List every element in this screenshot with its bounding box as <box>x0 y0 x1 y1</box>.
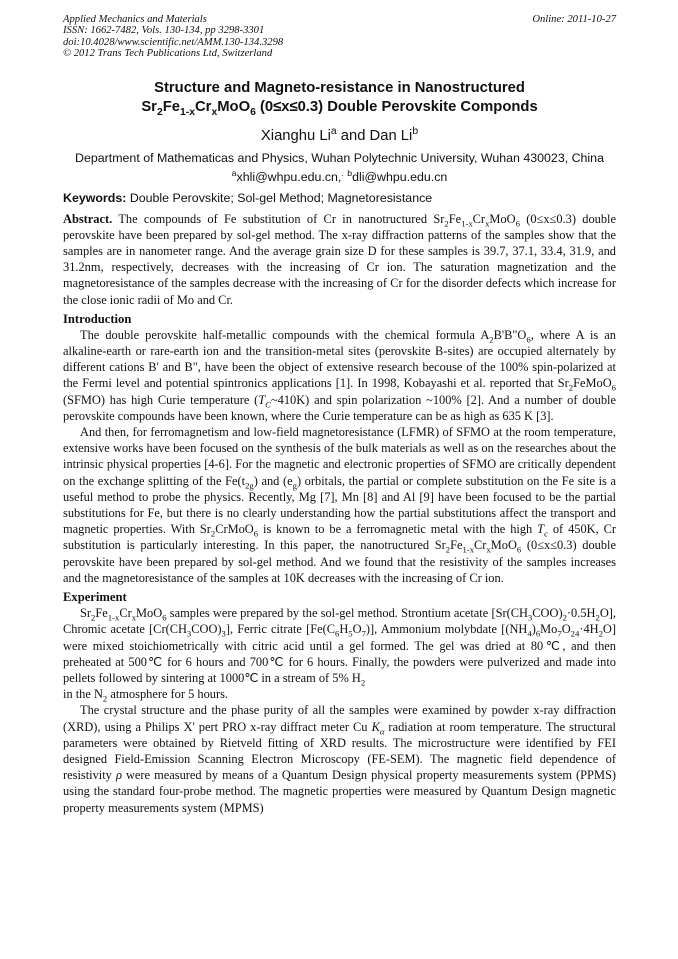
keywords-text: Double Perovskite; Sol-gel Method; Magnetoresistance <box>129 190 433 205</box>
keywords-label: Keywords: <box>63 190 127 205</box>
abstract-label: Abstract. <box>63 211 113 226</box>
experiment-paragraph-2: The crystal structure and the phase purity of all the samples were examined by powder x-ray diffraction (XRD), using a Philips X' pert PRO x-ray diffract meter Cu $K_\alpha$ radiation at room temperature. The structural parameters were obtained by Rietveld fitting of XRD results. The microstructure were identified by FEI designed Field-Emission Scanning Electron Microscopy (FE-SEM). The magnetic field dependence of resistivity ρ were measured by means of a Quantum Design physical property measurements system (PPMS) using the standard four-probe method. The magnetic properties were measured by Quantum Design magnetic property measurements system (MPMS) <box>63 703 616 815</box>
abstract-text: The compounds of Fe substitution of Cr in nanotructured $Sr_2Fe_{1-x}Cr_xMoO_6$ (0≤x≤0.3) double perovskite have been prepared by sol-gel method. The x-ray diffraction patterns of the samples show that the samples are in nanometer range. And the average grain size D for these samples is 39.7, 37.1, 33.4, 31.9, and 31.2nm, respectively, decreases with the increasing of Cr ion. The saturation magnetization and the magnetoresistance of the samples decrease with the increasing of Cr for the disorder defects which increase for the close ionic radii of Mo and Cr. <box>63 211 616 307</box>
paper-title <box>63 79 616 117</box>
journal-header <box>63 14 616 60</box>
section-heading-experiment: Experiment <box>63 590 127 605</box>
keywords <box>63 190 616 206</box>
section-heading-introduction: Introduction <box>63 311 132 326</box>
issn-line: ISSN: 1662-7482, Vols. 130-134, pp 3298-3301 <box>63 25 265 37</box>
intro-paragraph-1: The double perovskite half-metallic compounds with the chemical formula $A_2B'B"O_6$, where A is an alkaline-earth or rare-earth ion and the transition-metal sites (perovskite B-sites) are occupied alternately by different cations B' and B", have been the object of extensive research becouse of the 100% spin-polarized at the Fermi level and potential spintronics applications [1]. In 1998, Kobayashi et al. reported that $Sr_2FeMoO_6$ (SFMO) has high Curie temperature $(T_C\sim 410K)$ and spin polarization ~100% [2]. And a number of double perovskite compounds have been known, where the Curie temperature can be as high as 635 K [3]. <box>63 327 616 423</box>
intro-paragraph-2: And then, for ferromagnetism and low-field magnetoresistance (LFMR) of SFMO at the room temperature, extensive works have been focused on the synthesis of the bulk materials as well as on the researches about the intrinsic physical properties [4-6]. For the magnetic and electronic properties of SFMO are critically dependent on the exchange splitting of the $Fe(t_{2g})$ and $(e_g)$ orbitals, the partial or complete substitution on the Fe site is a useful method to probe the physics. Recently, Mg [7], Mn [8] and Al [9] have been focused to be the partial substitutions for Fe, but there is no clearly understanding how the partial substitutions affect the transport and magnetic properties. With $Sr_2CrMoO_6$ is known to be a ferromagnetic metal with the high $T_c$ of 450K, Cr substitution is particularly interesting. In this paper, the nanotructured $Sr_2Fe_{1-x}Cr_xMoO_6$ (0≤x≤0.3) double perovskite have been prepared by sol-gel method. And we found that the resistivity of the samples increases and the magnetoresistance of the samples at 10K decreases with the increasing of Cr ion. <box>63 425 617 585</box>
journal-name: Applied Mechanics and Materials <box>63 14 207 25</box>
experiment-paragraph-1: $Sr_2Fe_{1-x}Cr_xMoO_6$ samples were prepared by the sol-gel method. Strontium acetate $[Sr(CH_3COO)_2\cdot 0.5H_2O]$, Chromic acetate $[Cr(CH_3COO)_3]$, Ferric citrate $[Fe(C_6H_5O_7)]$, Ammonium molybdate $[(NH_4)_6Mo_7O_{24}\cdot 4H_2O]$ were mixed stoichiometrically with citric acid until a gel formed. The gel was dried at 80℃, and then preheated at 500℃ for 6 hours and 700℃ for 6 hours. Finally, the powders were pulverized and made into pellets followed by sintering at 1000℃ in a stream of 5% $H_2$ in the $N_2$ atmosphere for 5 hours. <box>63 606 616 704</box>
title-line-2: $Sr_2Fe_{1-x}Cr_xMoO_6$ (0≤x≤0.3) Double Perovskite Componds <box>141 98 538 118</box>
author-list: Xianghu Li$^a$ and Dan Li$^b$ <box>260 125 419 144</box>
copyright-line: © 2012 Trans Tech Publications Ltd, Switzerland <box>63 48 273 60</box>
title-line-1: Structure and Magneto-resistance in Nanostructured <box>154 79 525 96</box>
doi-line: doi:10.4028/www.scientific.net/AMM.130-134.3298 <box>63 36 284 48</box>
affiliation: Department of Mathematicas and Physics, Wuhan Polytechnic University, Wuhan 430023, China <box>75 150 604 165</box>
abstract <box>63 211 616 308</box>
online-date: Online: 2011-10-27 <box>532 14 616 25</box>
author-emails: $^a$xhli@whpu.edu.cn,. $^b$dli@whpu.edu.cn <box>231 167 448 184</box>
